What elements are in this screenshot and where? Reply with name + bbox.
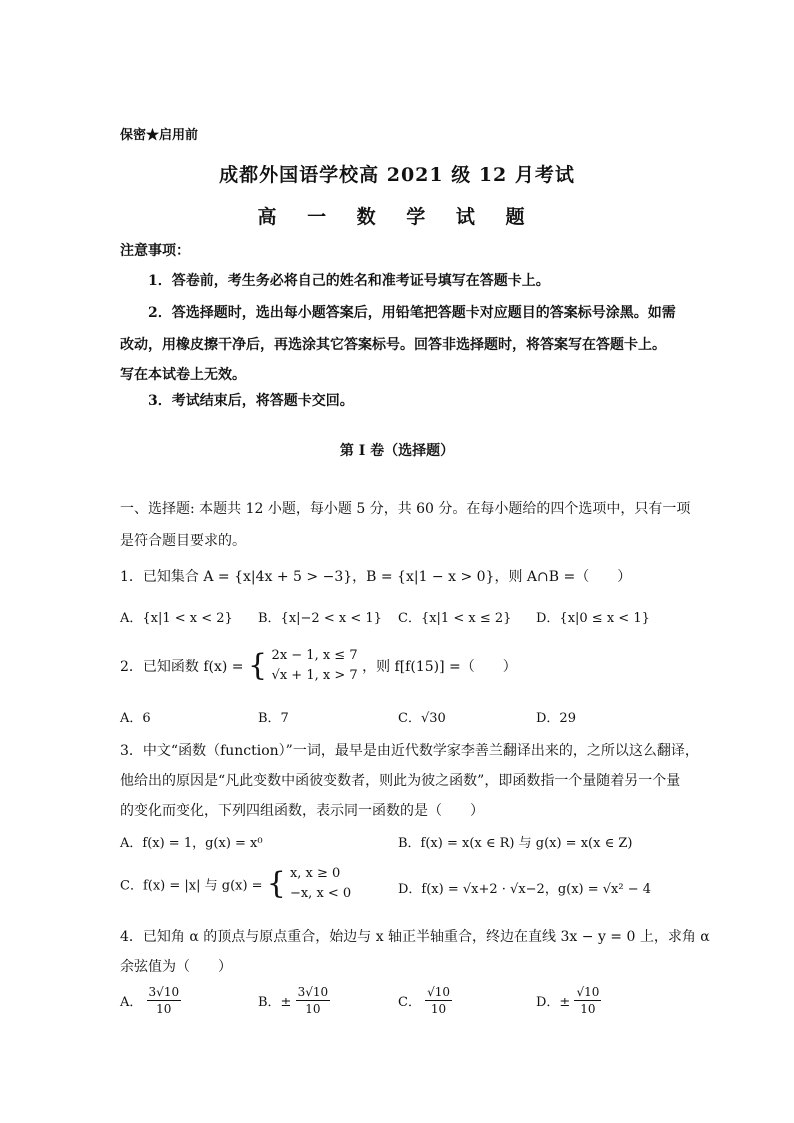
q2-brace: { (248, 648, 268, 683)
school-exam-title: 成都外国语学校高 2021 级 12 月考试 (219, 164, 575, 186)
section-intro-line-2: 是符合题目要求的。 (120, 533, 246, 549)
q4-option-b-denominator: 10 (305, 1002, 321, 1016)
q4-option-b-fraction (296, 984, 331, 1017)
q2-piecewise (272, 646, 358, 686)
q3-stem-line-1: 3．中文“函数（function）”一词，最早是由近代数学家李善兰翻译出来的，之所以这么翻译， (120, 743, 699, 759)
q1-stem: 1．已知集合 A = {x|4x + 5 > −3}，B = {x|1 − x > 0}，则 A∩B =（ ） (120, 569, 632, 585)
q3-c-case-1: x, x ≥ 0 (289, 866, 341, 881)
q4-option-a-denominator: 10 (156, 1002, 172, 1016)
q4-option-b-numerator: 3√10 (297, 985, 329, 999)
q4-option-a-label: A． (120, 995, 143, 1010)
q2-option-a: A．6 (120, 711, 151, 726)
q2-option-b: B．7 (258, 711, 289, 726)
q2-option-d: D．29 (536, 711, 576, 726)
q3-option-c-prefix: C．f(x) = |x| 与 g(x) = (120, 878, 263, 894)
q3-option-c (120, 864, 351, 904)
q3-option-b: B．f(x) = x(x ∈ R) 与 g(x) = x(x ∈ Z) (398, 836, 633, 851)
q1-option-a: A．{x|1 < x < 2} (120, 611, 233, 626)
q4-option-b-label: B．± (258, 995, 292, 1010)
section-intro-line-1: 一、选择题: 本题共 12 小题，每小题 5 分，共 60 分。在每小题给的四个选项中，只有一项 (120, 501, 691, 517)
q2-stem (120, 646, 517, 686)
q4-option-c (398, 984, 452, 1017)
q4-option-a-fraction (147, 984, 182, 1017)
q4-option-c-numerator: √10 (427, 985, 451, 999)
q4-option-a (120, 984, 181, 1017)
q2-stem-suffix: ，则 f[f(15)] =（ ） (362, 659, 517, 675)
q1-option-b: B．{x|−2 < x < 1} (258, 611, 382, 626)
q4-option-d-label: D．± (536, 995, 571, 1010)
notice-heading: 注意事项： (120, 243, 190, 259)
q4-option-d (536, 984, 601, 1017)
confidential-label: 保密★启用前 (120, 128, 199, 143)
notice-item-2-line-1: 2．答选择题时，选出每小题答案后，用铅笔把答题卡对应题目的答案标号涂黑。如需 (148, 305, 676, 321)
q4-option-c-label: C． (398, 995, 421, 1010)
q4-option-c-fraction (425, 984, 452, 1017)
q2-option-c: C．√30 (398, 711, 446, 726)
q1-option-c: C．{x|1 < x ≤ 2} (398, 611, 512, 626)
q3-option-d: D．f(x) = √x+2 · √x−2，g(x) = √x² − 4 (398, 882, 652, 897)
q4-option-c-denominator: 10 (430, 1002, 447, 1016)
q4-option-d-numerator: √10 (576, 985, 600, 999)
q2-case-2: √x + 1, x > 7 (271, 668, 358, 683)
q3-stem-line-3: 的变化而变化，下列四组函数，表示同一函数的是（ ） (120, 803, 484, 819)
q2-stem-prefix: 2．已知函数 f(x) = (120, 659, 244, 675)
notice-item-2-line-2: 改动，用橡皮擦干净后，再选涂其它答案标号。回答非选择题时，将答案写在答题卡上。 (120, 337, 666, 353)
notice-item-1: 1．答卷前，考生务必将自己的姓名和准考证号填写在答题卡上。 (148, 273, 550, 289)
q4-option-b (258, 984, 330, 1017)
q1-option-d: D．{x|0 ≤ x < 1} (536, 611, 650, 626)
q3-brace: { (266, 866, 286, 901)
q4-option-a-numerator: 3√10 (148, 985, 180, 999)
notice-item-2-line-3: 写在本试卷上无效。 (120, 367, 246, 383)
q3-c-case-2: −x, x < 0 (289, 886, 352, 901)
q2-case-1: 2x − 1, x ≤ 7 (271, 648, 358, 663)
q3-stem-line-2: 他给出的原因是“凡此变数中函彼变数者，则此为彼之函数”，即函数指一个量随着另一个量 (120, 773, 681, 789)
section-title: 第 I 卷（选择题） (339, 443, 455, 459)
q4-stem-line-2: 余弦值为（ ） (120, 959, 232, 975)
q4-option-d-fraction (574, 984, 601, 1017)
subject-title: 高 一 数 学 试 题 (257, 206, 537, 228)
q4-option-d-denominator: 10 (580, 1002, 596, 1016)
q4-stem-line-1: 4．已知角 α 的顶点与原点重合，始边与 x 轴正半轴重合，终边在直线 3x − y = 0 上，求角 α (120, 929, 710, 945)
notice-item-3: 3．考试结束后，将答题卡交回。 (148, 393, 354, 409)
q3-option-a: A．f(x) = 1，g(x) = x⁰ (120, 836, 263, 851)
q3-piecewise (290, 864, 351, 904)
